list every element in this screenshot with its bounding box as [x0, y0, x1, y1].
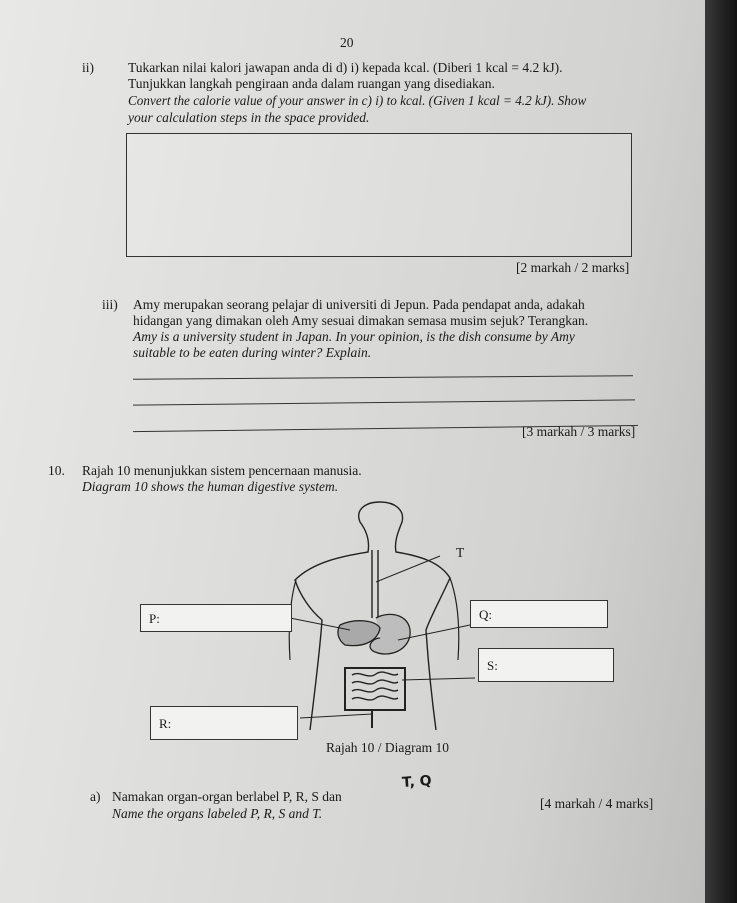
question-ii-english-line1: Convert the calorie value of your answer in c) i) to kcal. (Given 1 kcal = 4.2 kJ). Show — [128, 93, 587, 108]
question-ii-english-line2: your calculation steps in the space provided. — [128, 110, 370, 125]
label-P: P: — [149, 611, 160, 626]
answer-line-2[interactable] — [133, 399, 635, 405]
answer-line-1[interactable] — [133, 375, 633, 379]
question-10-number: 10. — [48, 463, 65, 478]
question-iii-english-line1: Amy is a university student in Japan. In your opinion, is the dish consume by Amy — [133, 329, 575, 344]
question-10a-number: a) — [90, 789, 101, 804]
question-iii-number: iii) — [102, 297, 118, 312]
label-box-R[interactable] — [150, 706, 298, 740]
label-box-P[interactable] — [140, 604, 292, 632]
pointer-line-R — [300, 714, 372, 718]
diagram-caption: Rajah 10 / Diagram 10 — [326, 740, 449, 755]
question-10a-marks: [4 markah / 4 marks] — [540, 796, 654, 811]
question-iii-marks: [3 markah / 3 marks] — [522, 424, 636, 439]
label-S: S: — [487, 658, 498, 673]
handwritten-annotation: T, Q — [401, 772, 433, 792]
question-ii-malay-line1: Tukarkan nilai kalori jawapan anda di d) i) kepada kcal. (Diberi 1 kcal = 4.2 kJ). — [128, 60, 563, 75]
label-box-Q[interactable] — [470, 600, 608, 628]
calculation-answer-box[interactable] — [126, 133, 632, 257]
label-T: T — [456, 545, 465, 560]
question-iii-malay-line2: hidangan yang dimakan oleh Amy sesuai dimakan semasa musim sejuk? Terangkan. — [133, 313, 589, 328]
question-iii-malay-line1: Amy merupakan seorang pelajar di universiti di Jepun. Pada pendapat anda, adakah — [133, 297, 585, 312]
page-number: 20 — [340, 35, 354, 50]
label-R: R: — [159, 716, 172, 731]
question-10-malay: Rajah 10 menunjukkan sistem pencernaan manusia. — [82, 463, 362, 478]
background-edge — [705, 0, 737, 903]
small-intestine — [352, 672, 398, 700]
question-10-english: Diagram 10 shows the human digestive system. — [82, 479, 339, 494]
question-10a-english: Name the organs labeled P, R, S and T. — [112, 806, 323, 821]
pointer-line-T — [376, 556, 440, 582]
question-ii-marks: [2 markah / 2 marks] — [516, 260, 630, 275]
question-iii-english-line2: suitable to be eaten during winter? Explain. — [133, 345, 372, 360]
label-box-S[interactable] — [478, 648, 614, 682]
pointer-line-S — [402, 678, 475, 680]
question-ii-number: ii) — [82, 60, 94, 75]
label-Q: Q: — [479, 607, 492, 622]
question-10a-malay: Namakan organ-organ berlabel P, R, S dan — [112, 789, 342, 804]
right-arm-outline — [450, 578, 459, 660]
question-ii-malay-line2: Tunjukkan langkah pengiraan anda dalam ruangan yang disediakan. — [128, 76, 495, 91]
